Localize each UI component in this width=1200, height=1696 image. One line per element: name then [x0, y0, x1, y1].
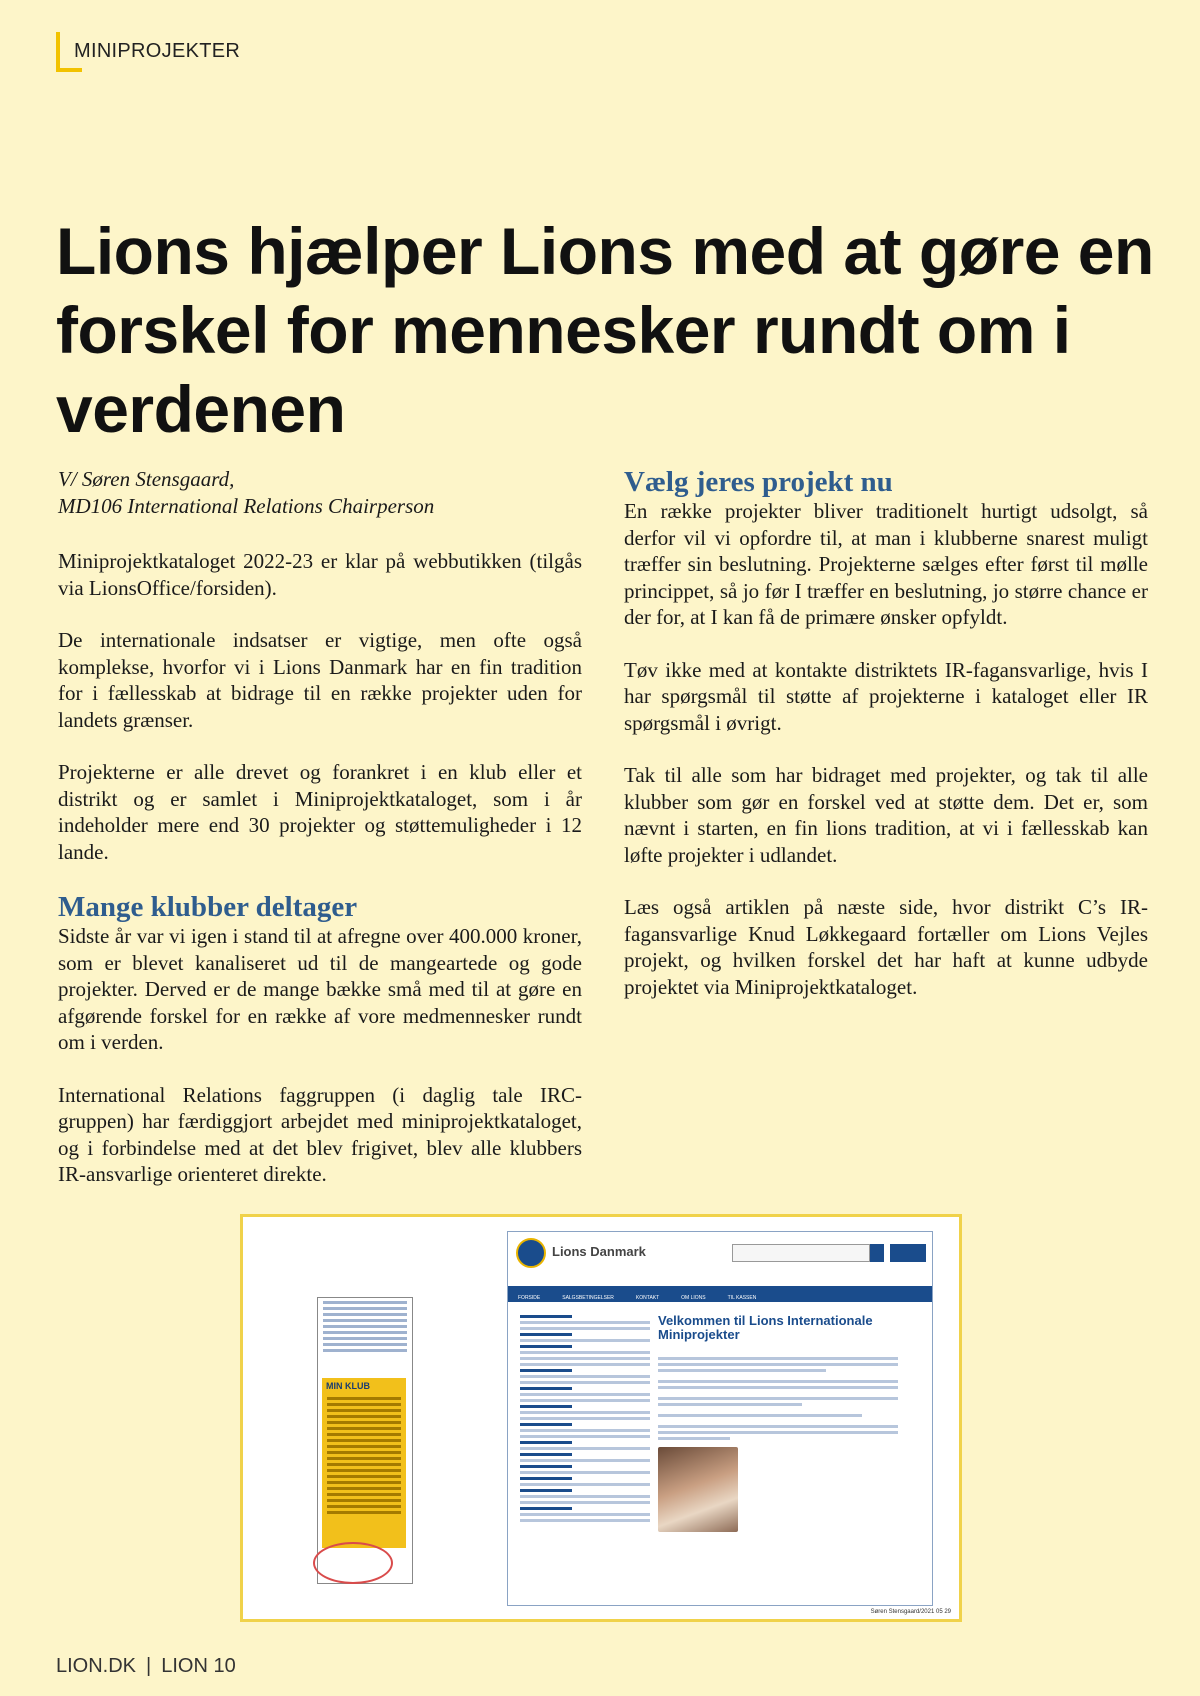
search-input: [732, 1244, 870, 1262]
left-column: [58, 466, 582, 1214]
search-icon: [870, 1244, 884, 1262]
nav-item: TIL KASSEN: [727, 1295, 757, 1301]
section-tag-bar: [56, 32, 60, 70]
paragraph: Projekterne er alle drevet og forankret i en klub eller et distrikt og er samlet i Miniprojektkataloget, som i år indeholder mere end 30 projekter og støttemuligheder i 12 lande.: [58, 760, 582, 864]
right-column: [624, 466, 1148, 1026]
section-tag: [56, 32, 256, 72]
welcome-text: [658, 1354, 898, 1443]
cart-icon: [890, 1244, 926, 1262]
nav-item: FORSIDE: [518, 1295, 541, 1301]
byline-author: V/ Søren Stensgaard,: [58, 467, 235, 491]
club-menu: [317, 1297, 413, 1584]
byline: [58, 466, 582, 519]
highlight-circle: [313, 1542, 393, 1584]
website-preview: [507, 1231, 933, 1606]
article-headline: Lions hjælper Lions med at gøre en forskel for mennesker rundt om i verdenen: [56, 214, 1154, 446]
paragraph: De internationale indsatser er vigtige, men ofte også komplekse, hvorfor vi i Lions Danmark har en fin tradition for i fællesskab at bidrage til en række projekter uden for landets grænser.: [58, 628, 582, 732]
section-label: MINIPROJEKTER: [74, 40, 241, 62]
paragraph: En række projekter bliver traditionelt hurtigt udsolgt, så derfor vil vi opfordre til, at man i klubberne snarest muligt træffer sin beslutning. Projekterne sælges efter først til mølle princippet, så jo før I træffer en beslutning, jo større chance er der for, at I kan få de primære ønsker opfyldt.: [624, 499, 1148, 629]
paragraph: Tak til alle som har bidraget med projekter, og tak til alle klubber som gør en forskel ved at støtte dem. Det er, som nævnt i starten, en fin lions tradition, at vi i fællesskab kan løfte projekter i udlandet.: [624, 763, 1148, 867]
paragraph: Miniprojektkataloget 2022-23 er klar på webbutikken (tilgås via LionsOffice/forsiden).: [58, 549, 582, 600]
page-number: LION 10: [161, 1655, 236, 1677]
paragraph: Sidste år var vi igen i stand til at afregne over 400.000 kroner, som er blevet kanaliseret ud til de mangeartede og gode projekter. Derved er de mange bække små med til at gøre en afgørende forskel for en række af vore medmennesker rundt om i verden.: [58, 924, 582, 1054]
paragraph: Læs også artiklen på næste side, hvor distrikt C’s IR-fagansvarlige Knud Løkkegaard fortæller om Lions Vejles projekt, og hvilken forskel det har haft at kunne udbyde projektet via Miniprojektkataloget.: [624, 895, 1148, 999]
club-menu-heading: MIN KLUB: [326, 1381, 370, 1391]
paragraph: Tøv ikke med at kontakte distriktets IR-fagansvarlige, hvis I har spørgsmål til støtte af projekterne i kataloget eller IR spørgsmål i øvrigt.: [624, 657, 1148, 735]
lions-logo-icon: [516, 1238, 546, 1268]
nav-item: OM LIONS: [681, 1295, 706, 1301]
page-footer: [56, 1655, 236, 1678]
children-photo: [658, 1447, 738, 1532]
nav-item: SALGSBETINGELSER: [562, 1295, 614, 1301]
subheading: Mange klubber deltager: [58, 891, 358, 923]
site-name: Lions Danmark: [552, 1244, 646, 1259]
footer-site: LION.DK: [56, 1655, 137, 1677]
photo-credit: Søren Stensgaard/2021 05 29: [870, 1609, 951, 1615]
byline-role: MD106 International Relations Chairperson: [58, 493, 435, 518]
nav-item: KONTAKT: [635, 1295, 660, 1301]
footer-separator: |: [146, 1655, 152, 1677]
welcome-title: Velkommen til Lions Internationale Miniprojekter: [658, 1313, 873, 1342]
section-tag-underline: [56, 68, 82, 72]
paragraph: International Relations faggruppen (i daglig tale IRC-gruppen) har færdiggjort arbejdet med miniprojektkataloget, og i forbindelse med at det blev frigivet, blev alle klubbers IR-ansvarlige orienteret direkte.: [58, 1082, 582, 1186]
project-list: [520, 1312, 650, 1592]
subheading: Vælg jeres projekt nu: [624, 466, 893, 498]
site-nav: [508, 1286, 932, 1302]
club-menu-panel: [322, 1378, 406, 1548]
webshop-screenshot: [240, 1214, 962, 1622]
